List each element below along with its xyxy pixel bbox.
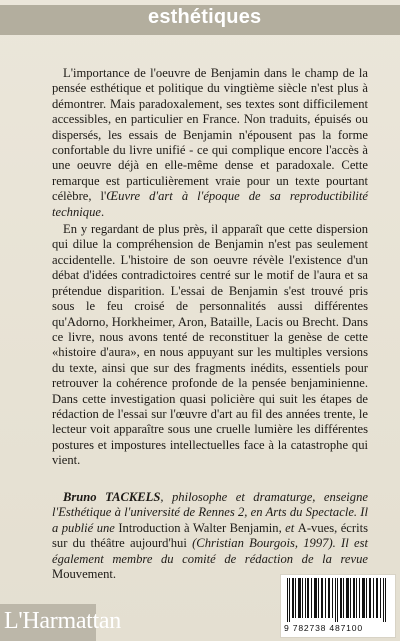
author-bio-end: . — [112, 567, 117, 582]
author-book-2: A-vues, écrits sur du théâtre aujourd'hui — [52, 520, 368, 551]
book-title-italic: Œuvre d'art à l'époque de sa reproductibilité technique — [52, 189, 368, 219]
blurb-text — [52, 66, 368, 469]
author-bio — [52, 490, 368, 582]
blurb-paragraph-1-end: . — [100, 204, 105, 219]
author-book-1: Introduction à Walter Benjamin — [118, 520, 279, 535]
author-bio-part-2: , et — [278, 520, 298, 535]
author-name: Bruno TACKELS — [63, 490, 161, 504]
author-review: Mouvement — [52, 567, 113, 582]
blurb-paragraph-1 — [52, 66, 368, 220]
barcode-icon — [285, 578, 391, 622]
publisher-logo: L'Harmattan — [4, 608, 121, 634]
author-bio-part-1: , philosophe et dramaturge, enseigne l'Esthétique à l'université de Rennes 2, en Arts du Spectacle. Il a publié une — [52, 490, 368, 535]
blurb-paragraph-2: En y regardant de plus près, il apparaît que cette dispersion qui dilue la compréhension de Benjamin n'est pas seulement accidentelle. L'histoire de son oeuvre révèle l'existence d'un débat d'idées contradictoires centré sur le motif de l'aura et sa prétendue disparition. L'essai de Benjamin s'est trouvé pris sous le feu croisé de personnalités aussi différentes qu'Adorno, Horkheimer, Aron, Bataille, Lacis ou Brecht. Dans ce livre, nous avons tenté de reconstituer la genèse de cette «histoire d'aura», en nous appuyant sur les multiples versions du texte, ainsi que sur des fragments inédits, essentiels pour retrouver la cohérence profonde de la pensée benjaminienne. Dans cette investigation quasi policière qui suit les étapes de rédaction de l'essai sur l'œuvre d'art au fil des années trente, le lecteur voit apparaître sous une cruelle lumière les différentes postures et impostures intellectuelles face à la catastrophe qui vient. — [52, 222, 368, 468]
blurb-paragraph-1-text: L'importance de l'oeuvre de Benjamin dans le champ de la pensée esthétique et politique du vingtième siècle n'est plus à démontrer. Mais paradoxalement, ses textes sont difficilement accessibles, en particulier en France. Non traduits, épuisés ou dispersés, les essais de Benjamin n'épousent pas la forme confortable du livre unifié - ce qui complique encore l'accès à une oeuvre déjà en elle-même dense et paradoxale. Cette remarque est particulièrement vraie pour un texte pourtant célèbre, l' — [52, 66, 368, 204]
author-bio-part-3: (Christian Bourgois, 1997). Il est également membre du comité de rédaction de la revue — [52, 536, 368, 566]
series-title: esthétiques — [148, 6, 262, 28]
isbn-digits: 9 782738 487100 — [284, 623, 363, 633]
author-paragraph — [52, 490, 368, 582]
